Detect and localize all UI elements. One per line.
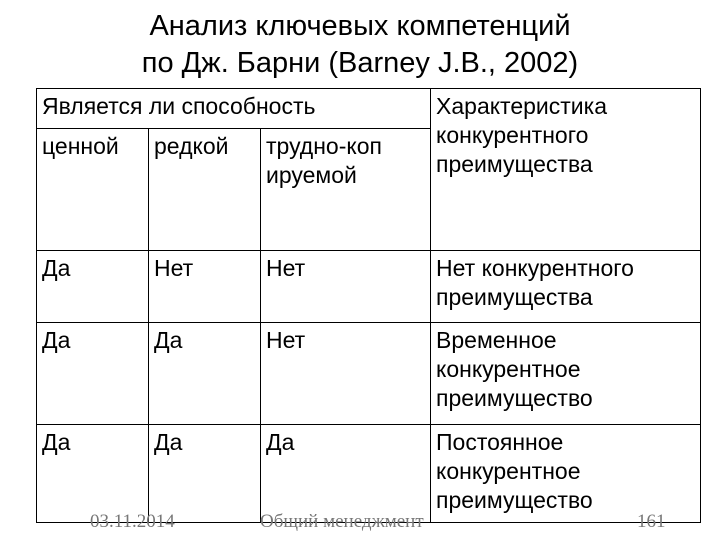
- title-line-1: Анализ ключевых компетенций: [149, 10, 571, 42]
- header-characteristic: Характеристика конкурентного преимущества: [431, 89, 701, 251]
- cell-inimitable: Нет: [261, 323, 431, 425]
- footer-course: Общий менеджмент: [260, 511, 424, 532]
- cell-characteristic: Нет конкурентного преимущества: [431, 251, 701, 323]
- table-row: [37, 425, 701, 523]
- cell-inimitable: Да: [261, 425, 431, 523]
- cell-characteristic: Временное конкурентное преимущество: [431, 323, 701, 425]
- title-line-2: по Дж. Барни (Barney J.B., 2002): [141, 47, 579, 79]
- header-row-1: [37, 89, 701, 129]
- cell-inimitable: Нет: [261, 251, 431, 323]
- table-row: [37, 323, 701, 425]
- footer-date: 03.11.2014: [90, 511, 175, 532]
- cell-rare: Да: [149, 425, 261, 523]
- cell-rare: Да: [149, 323, 261, 425]
- slide-title: [0, 8, 720, 82]
- subheader-valuable: ценной: [37, 129, 149, 251]
- header-capability: Является ли способность: [37, 89, 431, 129]
- cell-characteristic: Постоянное конкурентное преимущество: [431, 425, 701, 523]
- cell-rare: Нет: [149, 251, 261, 323]
- cell-valuable: Да: [37, 251, 149, 323]
- footer-page-number: 161: [637, 511, 666, 532]
- cell-valuable: Да: [37, 323, 149, 425]
- competence-table: [36, 88, 701, 523]
- table-row: [37, 251, 701, 323]
- subheader-rare: редкой: [149, 129, 261, 251]
- cell-valuable: Да: [37, 425, 149, 523]
- subheader-inimitable: трудно-копируемой: [261, 129, 431, 251]
